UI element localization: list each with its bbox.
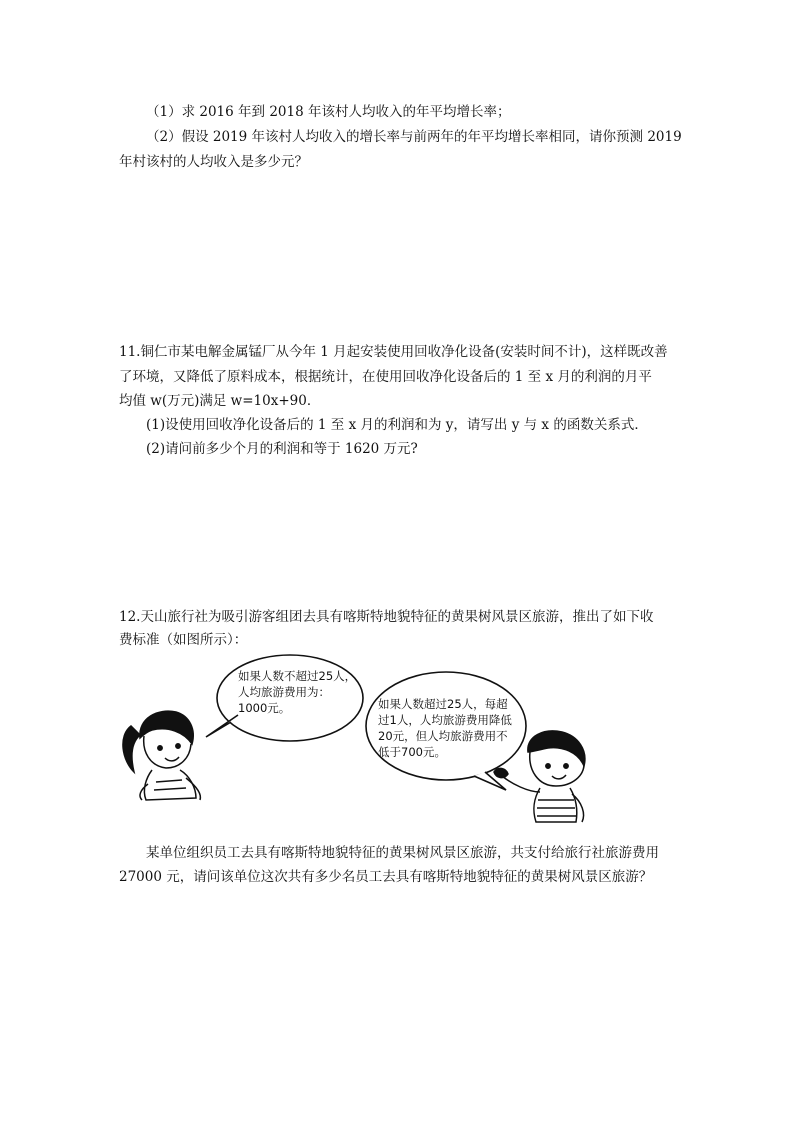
bubble-right-line4: 低于700元。 [378, 745, 446, 759]
q11-line1: 11.铜仁市某电解金属锰厂从今年 1 月起安装使用回收净化设备(安装时间不计)，这样既改善 [119, 344, 668, 360]
bubble-left-line1: 如果人数不超过25人， [238, 669, 357, 683]
bubble-right-line2: 过1人，人均旅游费用降低 [378, 713, 512, 727]
bubble-left-line2: 人均旅游费用为： [238, 685, 330, 699]
q11-sub2: (2)请问前多少个月的利润和等于 1620 万元? [146, 441, 418, 457]
q11-sub1: (1)设使用回收净化设备后的 1 至 x 月的利润和为 y，请写出 y 与 x 的函数关系式． [146, 417, 648, 433]
q12-line1: 12.天山旅行社为吸引游客组团去具有喀斯特地貌特征的黄果树风景区旅游，推出了如下收 [119, 609, 654, 625]
q11-line2: 了环境，又降低了原料成本，根据统计，在使用回收净化设备后的 1 至 x 月的利润的月平 [119, 369, 652, 385]
q10-sub1: （1）求 2016 年到 2018 年该村人均收入的年平均增长率； [146, 104, 511, 120]
bubble-left-line3: 1000元。 [238, 701, 291, 715]
q12-body-line2: 27000 元，请问该单位这次共有多少名员工去具有喀斯特地貌特征的黄果树风景区旅游？ [119, 869, 653, 885]
q11-line3: 均值 w(万元)满足 w=10x+90． [119, 393, 321, 409]
bubble-right-line3: 20元，但人均旅游费用不 [378, 729, 508, 743]
q12-body-line1: 某单位组织员工去具有喀斯特地貌特征的黄果树风景区旅游，共支付给旅行社旅游费用 [146, 845, 659, 861]
q10-sub2-line1: （2）假设 2019 年该村人均收入的增长率与前两年的年平均增长率相同，请你预测 2019 [146, 129, 682, 145]
bubble-right-line1: 如果人数超过25人，每超 [378, 697, 508, 711]
q10-sub2-line2: 年村该村的人均收入是多少元？ [119, 154, 308, 170]
girl-figure [123, 711, 200, 800]
q12-line2: 费标准（如图所示）： [119, 632, 248, 648]
